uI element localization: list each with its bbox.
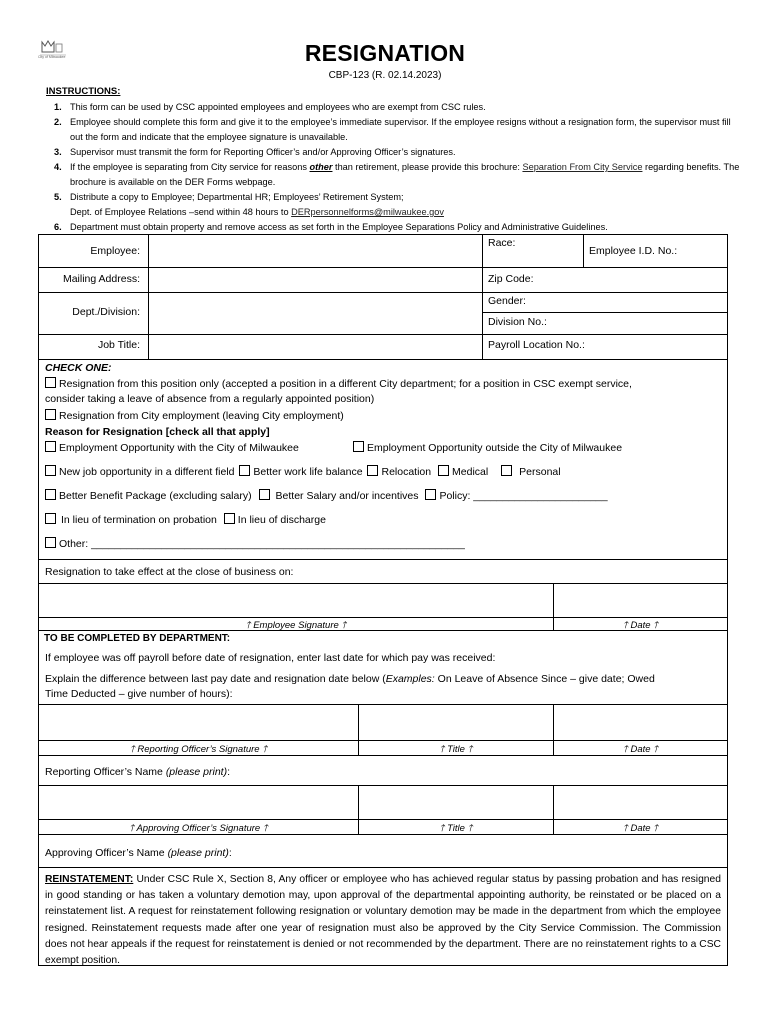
instruction-number: 5. [54,192,62,202]
reason-row-4 [45,513,326,526]
checkbox-outside-city[interactable] [353,441,364,452]
employee-date-caption: 🡑 Date 🡑 [622,620,659,631]
checkbox-termination[interactable] [45,513,56,524]
checkbox-discharge[interactable] [224,513,235,524]
reason-label: Employment Opportunity with the City of Milwaukee [59,442,299,454]
reporting-signature-field[interactable] [38,705,359,741]
off-payroll-label: If employee was off payroll before date of resignation, enter last date for which pay was received: [45,652,496,664]
explain-examples: Examples: [385,673,435,685]
reason-row-2 [45,465,561,478]
payroll-location-label: Payroll Location No.: [488,339,585,351]
employee-label: Employee: [90,245,140,257]
explain-text: Explain the difference between last pay date and resignation date below ( [45,673,386,685]
instruction-text: Supervisor must transmit the form for Reporting Officer’s and/or Approving Officer’s signatures. [70,147,456,157]
dept-division-field[interactable] [150,294,480,333]
checkbox-work-life[interactable] [239,465,250,476]
reason-row-1b [353,441,622,454]
instruction-text: than retirement, please provide this brochure: [332,162,523,172]
emphasis-other: other [309,162,333,172]
approving-signature-caption: 🡑 Approving Officer’s Signature 🡑 [129,823,268,834]
email-link[interactable]: DERpersonnelforms@milwaukee.gov [291,207,444,217]
employee-id-label: Employee I.D. No.: [589,245,678,257]
check-option-position-only [45,377,725,407]
gender-field[interactable] [540,294,726,311]
instruction-item [50,115,740,145]
mailing-address-label: Mailing Address: [62,273,140,285]
approving-title-field[interactable] [358,786,554,820]
job-title-label: Job Title: [97,339,140,351]
reinstatement-section [38,868,728,966]
approving-name-colon: : [228,847,232,859]
approving-name-label [45,847,232,859]
employee-id-field[interactable] [585,236,727,266]
reason-row-5 [45,537,465,550]
check-one-heading: CHECK ONE: [45,362,112,374]
reinstatement-text: Under CSC Rule X, Section 8, Any officer or employee who has achieved regular status by passing probation and has resigned in good standing or has taken a voluntary demotion may, upon approval of the departmental appointing authority, be reinstated or be placed on a reinstatement list. A request for reinstatement following resignation or voluntary demotion may be made in the department from which the employee resigned. Reinstatement requests made after one year of resignation must also be approved by the City Service Commission. The Commission does not hear appeals if the request for reinstatement is denied or not recommended by the department. There are no reinstatement rights to a CSC exempt position. [45,874,721,967]
explain-text: On Leave of Absence Since – give date; Owed [434,673,655,685]
effective-label: Resignation to take effect at the close of business on: [45,566,294,578]
reporting-signature-caption: 🡑 Reporting Officer’s Signature 🡑 [129,744,268,755]
department-heading: TO BE COMPLETED BY DEPARTMENT: [44,633,231,644]
reporting-name-text: Reporting Officer’s Name [45,766,166,778]
reason-label: In lieu of termination on probation [61,514,217,526]
instruction-text: Distribute a copy to Employee; Departmental HR; Employees’ Retirement System; [70,192,404,202]
checkbox-medical[interactable] [438,465,449,476]
instruction-number: 4. [54,162,62,172]
job-title-field[interactable] [150,336,480,359]
instruction-number: 3. [54,147,62,157]
instruction-text: This form can be used by CSC appointed employees and employees who are exempt from CSC rules. [70,102,486,112]
option-text: Resignation from City employment (leaving City employment) [59,410,344,422]
zip-code-label: Zip Code: [488,273,534,285]
please-print: (please print) [167,847,229,859]
division-no-label: Division No.: [488,316,547,328]
instruction-text: If the employee is separating from City service for reasons [70,162,310,172]
reason-row-3 [45,489,608,502]
explain-label [45,672,725,702]
reason-label: Personal [519,466,561,478]
checkbox-salary[interactable] [259,489,270,500]
approving-name-text: Approving Officer’s Name [45,847,168,859]
reasons-heading: Reason for Resignation [check all that apply] [45,426,270,438]
race-field[interactable] [484,236,582,266]
brochure-link[interactable]: Separation From City Service [522,162,643,172]
instructions-heading: INSTRUCTIONS: [46,86,121,97]
race-label: Race: [488,237,516,249]
option-text: consider taking a leave of absence from a regularly appointed position) [45,393,375,405]
instructions-list [50,100,740,235]
instruction-text: Department must obtain property and remove access as set forth in the Employee Separations Policy and Administrative Guidelines. [70,222,608,232]
reporting-date-field[interactable] [553,705,728,741]
instruction-number: 2. [54,117,62,127]
employee-date-field[interactable] [553,584,728,618]
page-title: RESIGNATION [304,40,466,66]
gender-label: Gender: [488,295,526,307]
instruction-text: Dept. of Employee Relations –send within 48 hours to [70,207,292,217]
check-option-city-employment [45,409,344,422]
payroll-location-field[interactable] [600,336,726,359]
reporting-title-caption: 🡑 Title 🡑 [439,744,473,755]
instruction-item [50,100,740,115]
reason-label: New job opportunity in a different field [59,466,235,478]
instruction-number: 6. [54,222,62,232]
reinstatement-heading: REINSTATEMENT: [45,874,134,885]
employee-signature-field[interactable] [38,584,554,618]
checkbox-other[interactable] [45,537,56,548]
form-code: CBP-123 (R. 02.14.2023) [328,70,442,81]
instruction-number: 1. [54,102,62,112]
approving-title-caption: 🡑 Title 🡑 [439,823,473,834]
mailing-address-field[interactable] [150,269,480,291]
instruction-text: Employee should complete this form and give it to the employee’s immediate supervisor. If the employee resigns without a resignation form, the supervisor must fill out the form and indicate that the employee signature is unavailable. [70,117,731,142]
instruction-item [50,220,740,235]
reason-label: Employment Opportunity outside the City of Milwaukee [367,442,623,454]
approving-signature-field[interactable] [38,786,359,820]
employee-signature-caption: 🡑 Employee Signature 🡑 [245,620,347,631]
employee-field[interactable] [150,236,480,266]
reason-label: Other: ________________________________________________________________ [59,538,465,550]
dept-division-label: Dept./Division: [72,306,140,318]
reporting-date-caption: 🡑 Date 🡑 [622,744,659,755]
checkbox-new-job[interactable] [45,465,56,476]
instruction-item [50,190,740,220]
instruction-item [50,145,740,160]
checkbox-policy[interactable] [425,489,436,500]
division-no-field[interactable] [560,314,726,333]
approving-date-field[interactable] [553,786,728,820]
reason-label: In lieu of discharge [237,514,326,526]
explain-text: Time Deducted – give number of hours): [45,688,233,700]
reason-label: Medical [452,466,489,478]
reason-row-1 [45,441,299,454]
reporting-name-colon: : [227,766,231,778]
please-print: (please print) [165,766,228,778]
checkbox-benefit[interactable] [45,489,56,500]
reason-label: Better work life balance [253,466,363,478]
approving-date-caption: 🡑 Date 🡑 [622,823,659,834]
reason-label: Better Benefit Package (excluding salary) [59,490,252,502]
option-text: Resignation from this position only (accepted a position in a different City department; for a position in CSC exempt service, [59,378,632,390]
checkbox-within-city[interactable] [45,441,56,452]
instruction-text: regarding benefits. The brochure is available on the DER Forms webpage. [70,162,740,187]
logo-text: City of Milwaukee [38,55,66,59]
reporting-name-label [45,766,230,778]
instruction-item [50,160,740,190]
reason-label: Better Salary and/or incentives [275,490,419,502]
zip-code-field[interactable] [540,269,726,291]
reason-label: Policy: _______________________ [439,490,608,502]
checkbox-personal[interactable] [501,465,512,476]
reporting-title-field[interactable] [358,705,554,741]
checkbox-relocation[interactable] [367,465,378,476]
checkbox-position-only[interactable] [45,377,56,388]
reason-label: Relocation [381,466,432,478]
checkbox-city-employment[interactable] [45,409,56,420]
